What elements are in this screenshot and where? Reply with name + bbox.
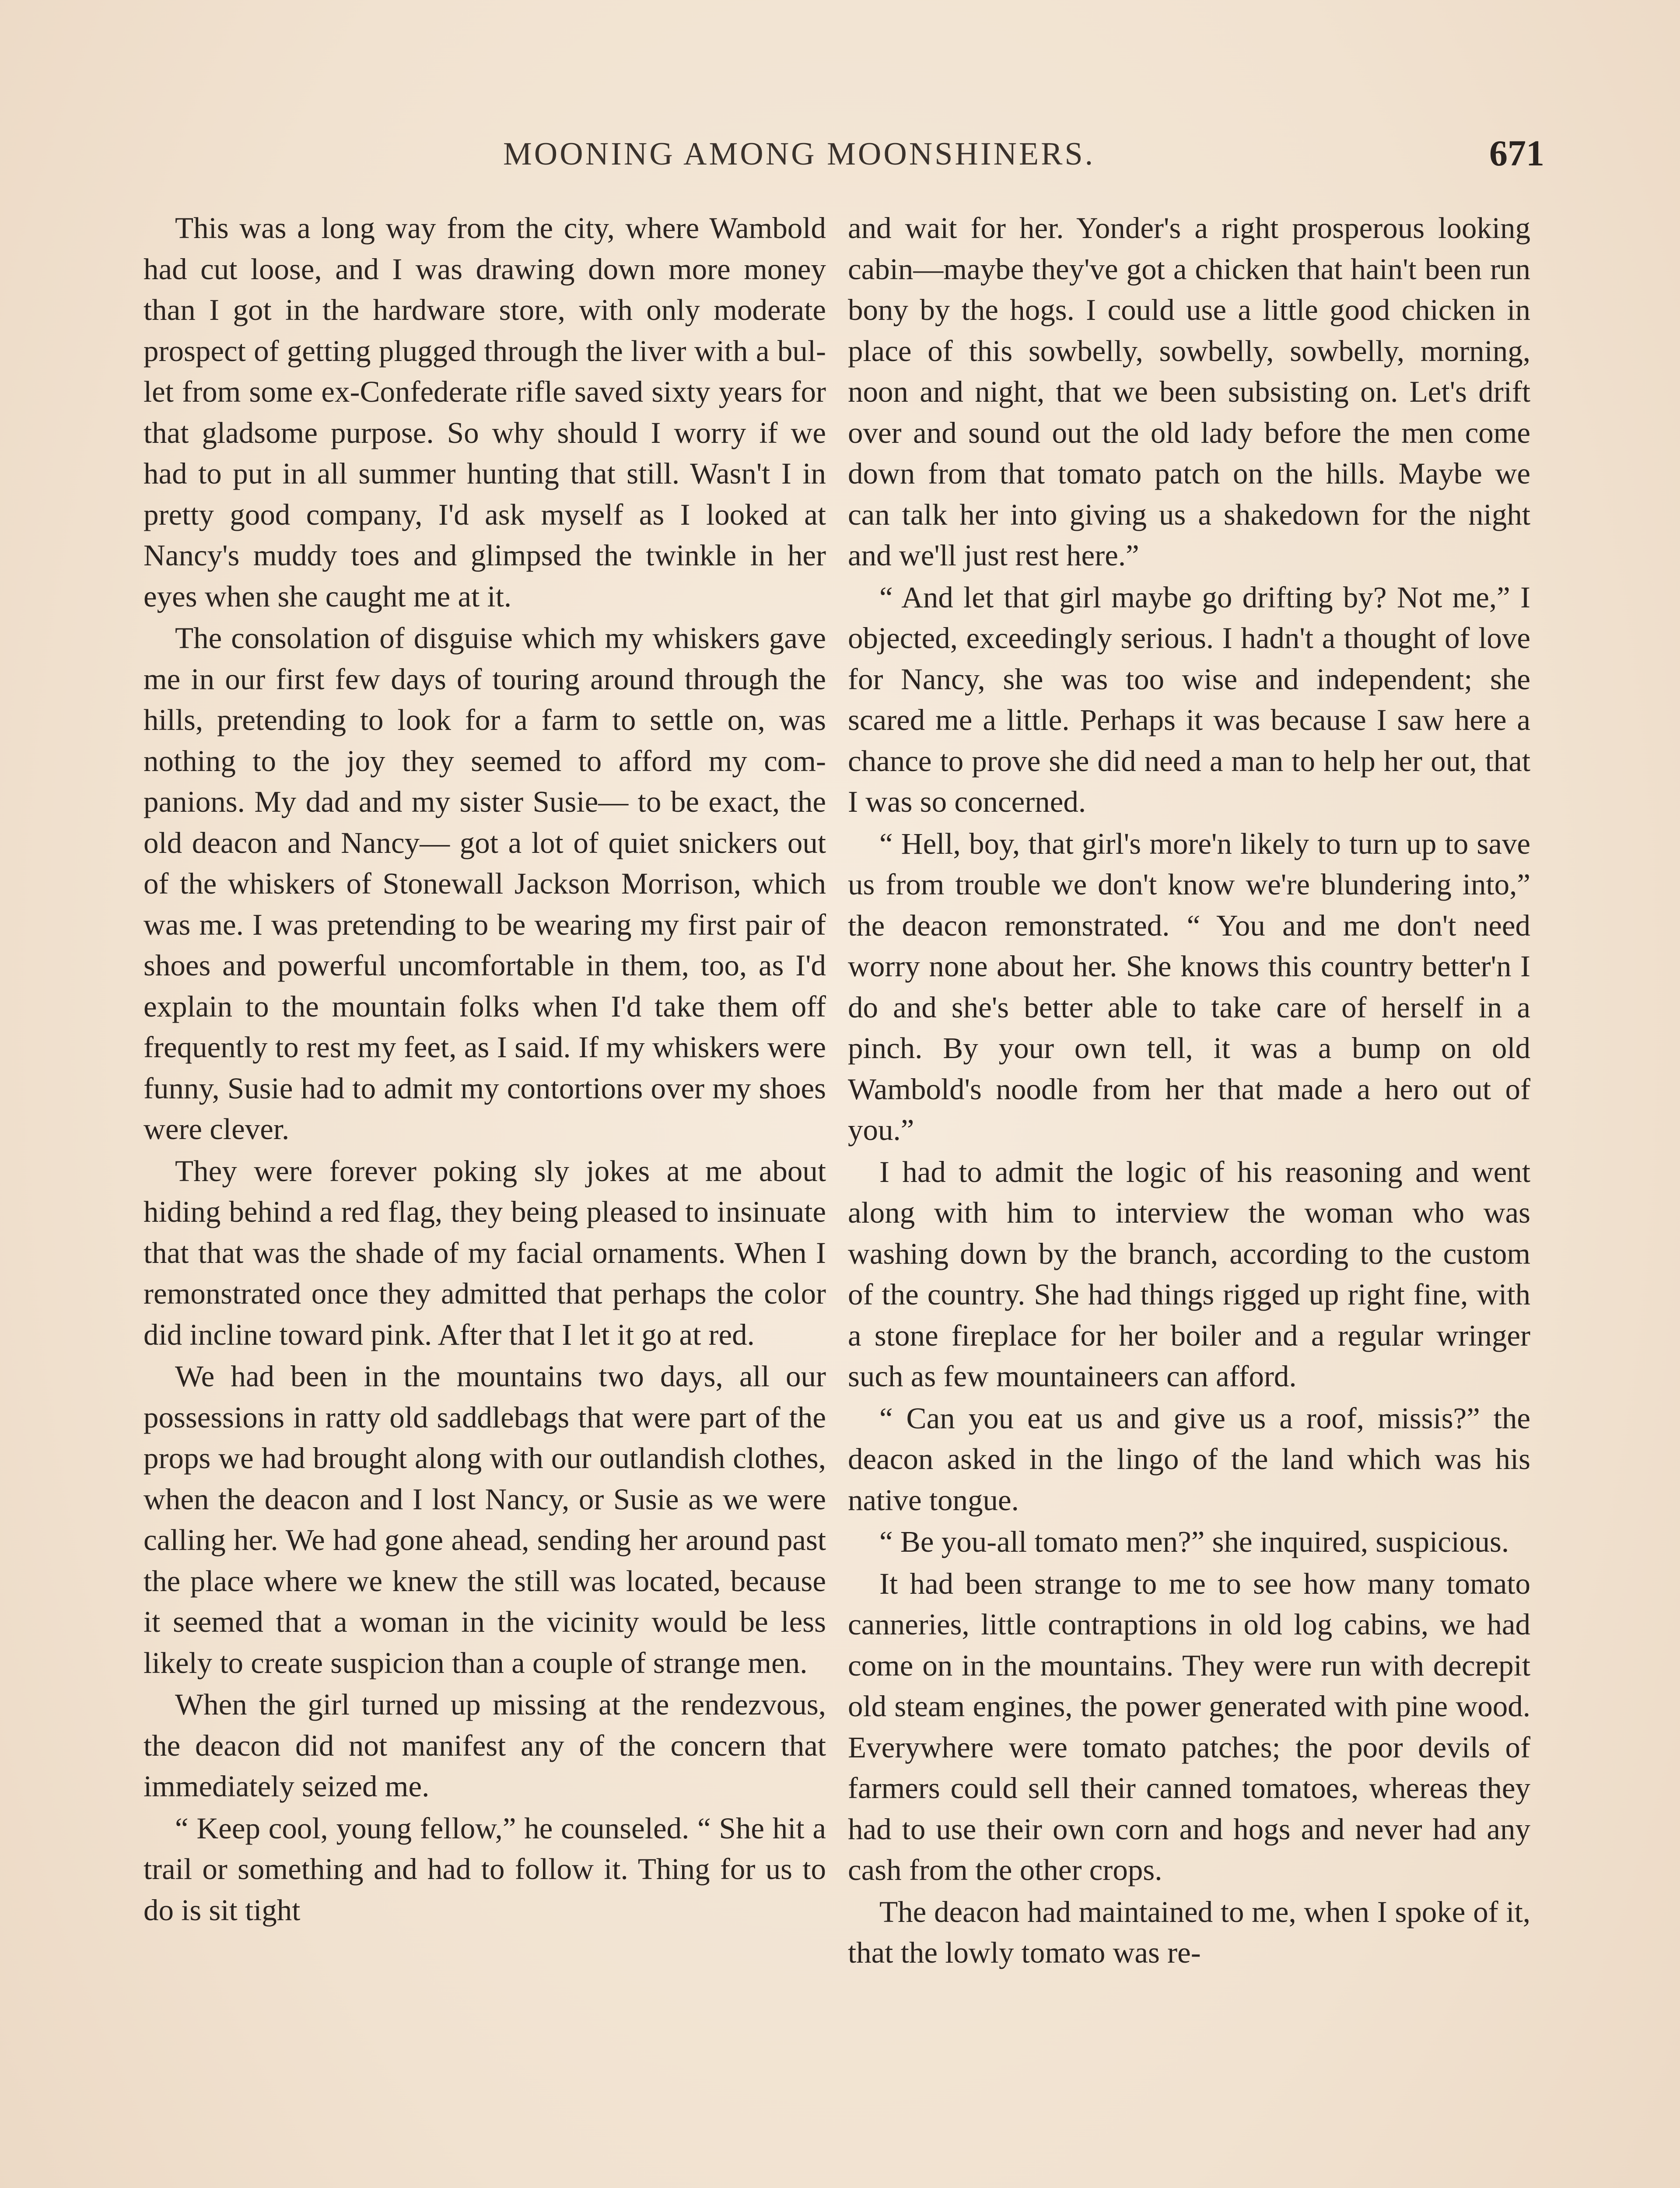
- paragraph: “ Hell, boy, that girl's more'n likely to turn up to save us from trouble we don't know we're blundering into,” the deacon remonstrated. “ You and me don't need worry none about her. She knows this country better'n I do and she's better able to take care of herself in a pinch. By your own tell, it was a bump on old Wambold's noodle from her that made a hero out of you.”: [848, 827, 1530, 1147]
- paragraph: “ Can you eat us and give us a roof, missis?” the deacon asked in the lingo of the land which was his native tongue.: [848, 1401, 1530, 1517]
- paragraph: “ Be you-all tomato men?” she inquired, suspicious.: [879, 1525, 1509, 1558]
- paragraph: The consolation of disguise which my whiskers gave me in our first few days of touring around through the hills, pretending to look for a farm to settle on, was nothing to the joy they seemed to afford my companions. My dad and my sister Susie— to be exact, the old deacon and Nancy— got a lot of quiet snickers out of the whiskers of Stonewall Jackson Morrison, which was me. I was pretending to be wearing my first pair of shoes and powerful uncomfortable in them, too, as I'd explain to the mountain folks when I'd take them off frequently to rest my feet, as I said. If my whiskers were funny, Susie had to admit my contortions over my shoes were clever.: [144, 621, 826, 1146]
- page-number: 671: [1489, 133, 1544, 174]
- paragraph: We had been in the mountains two days, all our possessions in ratty old saddlebags that were part of the props we had brought along with our outlandish clothes, when the deacon and I lost Nancy, or Susie as we were calling her. We had gone ahead, sending her around past the place where we knew the still was located, because it seemed that a woman in the vicinity would be less likely to create suspicion than a couple of strange men.: [144, 1360, 826, 1680]
- paragraph: The deacon had maintained to me, when I spoke of it, that the lowly tomato was re-: [848, 1895, 1530, 1969]
- paragraph: When the girl turned up missing at the rendezvous, the deacon did not manifest any of the concern that immediately seized me.: [144, 1688, 826, 1803]
- left-column: [144, 208, 826, 1931]
- paragraph: It had been strange to me to see how many tomato canneries, little contraptions in old log cabins, we had come on in the mountains. They were run with decrepit old steam engines, the power generated with pine wood. Everywhere were tomato patches; the poor devils of farmers could sell their canned tomatoes, whereas they had to use their own corn and hogs and never had any cash from the other crops.: [848, 1567, 1530, 1886]
- page-header: [144, 127, 1544, 184]
- right-column: [848, 208, 1530, 1974]
- paragraph: This was a long way from the city, where Wambold had cut loose, and I was drawing down more money than I got in the hardware store, with only moderate prospect of getting plugged through the liver with a bullet from some ex-Confederate rifle saved sixty years for that gladsome purpose. So why should I worry if we had to put in all summer hunting that still. Wasn't I in pretty good company, I'd ask myself as I looked at Nancy's muddy toes and glimpsed the twinkle in her eyes when she caught me at it.: [144, 211, 826, 613]
- paragraph: They were forever poking sly jokes at me about hiding behind a red flag, they being pleased to insinuate that that was the shade of my facial ornaments. When I remonstrated once they admitted that perhaps the color did incline toward pink. After that I let it go at red.: [144, 1154, 826, 1351]
- paragraph: I had to admit the logic of his reasoning and went along with him to interview the woman who was washing down by the branch, according to the custom of the country. She had things rigged up right fine, with a stone fireplace for her boiler and a regular wringer such as few mountaineers can afford.: [848, 1155, 1530, 1393]
- paragraph-continued: and wait for her. Yonder's a right prosperous looking cabin—maybe they've got a chicken that hain't been run bony by the hogs. I could use a little good chicken in place of this sowbelly, sowbelly, sowbelly, morning, noon and night, that we been subsisting on. Let's drift over and sound out the old lady before the men come down from that tomato patch on the hills. Maybe we can talk her into giving us a shakedown for the night and we'll just rest here.”: [848, 211, 1530, 572]
- running-title: MOONING AMONG MOONSHINERS.: [503, 136, 1096, 172]
- paragraph: “ And let that girl maybe go drifting by? Not me,” I objected, exceedingly serious. I hadn't a thought of love for Nancy, she was too wise and independent; she scared me a little. Perhaps it was because I saw here a chance to prove she did need a man to help her out, that I was so concerned.: [848, 580, 1530, 818]
- paragraph: “ Keep cool, young fellow,” he counseled. “ She hit a trail or something and had to follow it. Thing for us to do is sit tight: [144, 1811, 826, 1927]
